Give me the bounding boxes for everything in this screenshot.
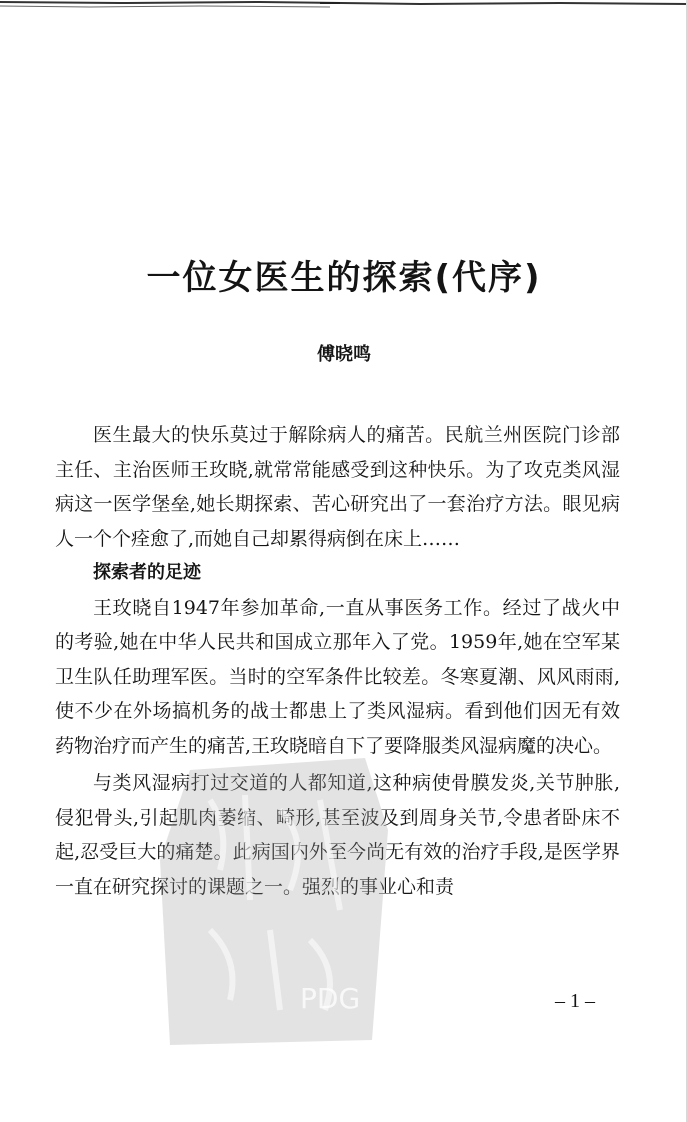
page-title: 一位女医生的探索(代序) (146, 258, 542, 298)
section-heading: 探索者的足迹 (93, 562, 201, 583)
paragraph-3: 与类风湿病打过交道的人都知道,这种病使骨膜发炎,关节肿胀,侵犯骨头,引起肌肉萎缩、畸形,甚至波及到周身关节,令患者卧床不起,忍受巨大的痛楚。此病国内外至今尚无有效的治疗手段,是医学界一直在研究探讨的课题之一。强烈的事业心和责 (55, 772, 620, 898)
paragraph-2: 王玫晓自1947年参加革命,一直从事医务工作。经过了战火中的考验,她在中华人民共和国成立那年入了党。1959年,她在空军某卫生队任助理军医。当时的空军条件比较差。冬寒夏潮、风风雨雨,使不少在外场搞机务的战士都患上了类风湿病。看到他们因无有效药物治疗而产生的痛苦,王玫晓暗自下了要降服类风湿病魔的决心。 (55, 596, 620, 757)
scan-top-edge (0, 0, 688, 14)
watermark-text: PDG (300, 982, 361, 1015)
article-body (55, 418, 620, 904)
paragraph-1: 医生最大的快乐莫过于解除病人的痛苦。民航兰州医院门诊部主任、主治医师王玫晓,就常常能感受到这种快乐。为了攻克类风湿病这一医学堡垒,她长期探索、苦心研究出了一套治疗方法。眼见病人一个个痊愈了,而她自己却累得病倒在床上…… (55, 424, 620, 550)
author-name: 傅晓鸣 (317, 344, 371, 365)
page-number: – 1 – (555, 990, 595, 1012)
